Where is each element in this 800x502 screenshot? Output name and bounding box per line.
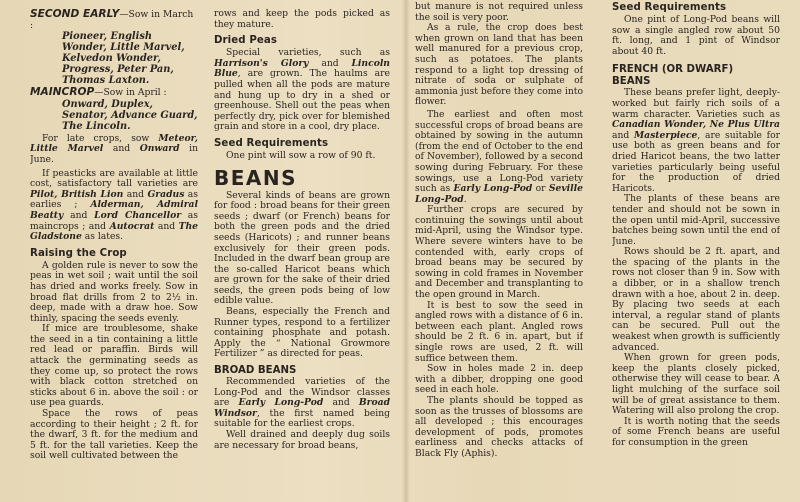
- variety-name: Masterpiece: [633, 129, 698, 141]
- text-run: and: [308, 57, 352, 69]
- french-beans-paragraph-2: The plants of these beans are tender and should not be sown in the open until mid-April, successive batches being sown until the end of June.: [612, 193, 780, 247]
- continued-text: rows and keep the pods picked as they mature.: [214, 8, 390, 30]
- maincrop-varieties: Onward, Duplex, Senator, Advance Guard, The Lincoln.: [62, 98, 198, 132]
- broad-beans-paragraph-1: [214, 377, 390, 430]
- variety-name: Lord Chancellor: [94, 209, 182, 221]
- french-beans-paragraph-1: [612, 88, 780, 194]
- dried-peas-paragraph: [214, 48, 390, 133]
- broad-beans-paragraph-5: Further crops are secured by continuing the sowings until about mid-April, using the Windsor type. Where severe winters have to be contended with, early crops of broad beans may be secured by sowing in cold frames in November and December and transplanting to the open ground in March.: [415, 204, 583, 301]
- french-beans-paragraph-5: It is worth noting that the seeds of some French beans are useful for consumption in the green: [612, 415, 780, 448]
- variety-name: Harrison's Glory: [214, 57, 309, 69]
- french-beans-heading-line-1: FRENCH (OR DWARF): [612, 64, 734, 76]
- second-early-entry: [30, 9, 198, 31]
- column-3: [415, 0, 583, 502]
- text-run: , are grown. The haulms are pulled when all the pods are mature and hung up to dry in a shed or greenhouse. Shell out the peas when perfectly dry, pick over for blemished grain and store in a cool, dry place.: [214, 68, 390, 133]
- seed-requirements-text: One pint will sow a row of 90 ft.: [226, 149, 376, 161]
- second-early-heading: SECOND EARLY: [30, 8, 120, 20]
- second-early-varieties: Pioneer, English Wonder, Little Marvel, Kelvedon Wonder, Progress, Peter Pan, Thomas Laxton.: [62, 31, 185, 87]
- raising-heading: Raising the Crop: [30, 247, 127, 259]
- variety-name: Canadian Wonder, Ne Plus Ultra: [612, 119, 780, 131]
- column-4: [612, 0, 780, 502]
- variety-name: Seville Long-Pod: [415, 183, 583, 205]
- variety-name: The Gladstone: [30, 220, 198, 243]
- broad-beans-paragraph-3: As a rule, the crop does best when grown on land that has been well manured for a previous crop, such as potatoes. The plants respond to a light top dressing of nitrate of soda or sulphate of ammonia just before they come into flower.: [415, 22, 583, 108]
- text-run: The earliest and often most successful crops of broad beans are obtained by sowing in the autumn (from the end of October to the end of November), followed by a second sowing during February. For these sowings, use a Long-Pod variety such as: [415, 108, 583, 195]
- late-crops-paragraph: [30, 134, 198, 166]
- text-run: and: [154, 220, 179, 232]
- maincrop-instruction: —Sow in April :: [94, 87, 167, 99]
- maincrop-entry: [30, 87, 198, 99]
- variety-name: Early Long-Pod: [238, 397, 324, 409]
- text-run: If peasticks are available at little cost, satisfactory tall varieties are: [30, 167, 198, 190]
- text-run: as maincrops ; and: [30, 209, 198, 232]
- broad-beans-paragraph-8: The plants should be topped as soon as the trusses of blossoms are all developed ; this encourages development of pods, promotes earliness and checks attacks of Black Fly (Aphis).: [415, 394, 583, 459]
- text-run: as lates.: [81, 231, 124, 243]
- text-run: , the first named being suitable for the earliest crops.: [214, 407, 390, 430]
- text-run: These beans prefer light, deeply-worked but fairly rich soils of a warm character. Varieties such as: [612, 87, 780, 120]
- variety-name: Broad Windsor: [214, 397, 390, 419]
- text-run: Recommended varieties of the Long-Pod and the Windsor classes are: [214, 376, 390, 409]
- maincrop-heading: MAINCROP: [30, 86, 95, 99]
- variety-name: Early Long-Pod: [453, 183, 533, 195]
- text-run: and: [63, 209, 95, 221]
- text-run: in June.: [30, 143, 198, 165]
- text-run: or: [532, 183, 549, 195]
- broad-beans-paragraph-6: It is best to sow the seed in angled rows with a distance of 6 in. between each plant. Angled rows should be 2 ft. 6 in. apart, but if single rows are used, 2 ft. will suffice between them.: [415, 299, 583, 364]
- text-run: For late crops, sow: [42, 132, 159, 144]
- text-run: as earlies ;: [30, 188, 198, 211]
- variety-name: Lincoln Blue: [214, 57, 390, 80]
- peasticks-paragraph: [30, 169, 198, 243]
- variety-name: Meteor, Little Marvel: [30, 132, 198, 155]
- french-beans-paragraph-4: When grown for green pods, keep the plants closely picked, otherwise they will cease to bear. A light mulching of the surface soil will be of great assistance to them. Watering will also prolong the crop.: [612, 352, 780, 417]
- text-run: Special varieties, such as: [226, 47, 390, 59]
- text-run: and: [123, 188, 148, 200]
- variety-name: Gradus: [147, 188, 185, 200]
- variety-name: Alderman, Admiral Beatty: [30, 199, 198, 221]
- broad-beans-heading: BROAD BEANS: [214, 365, 297, 377]
- seed-requirements-heading: Seed Requirements: [612, 2, 727, 13]
- column-1: [30, 0, 198, 502]
- variety-name: Onward: [139, 143, 180, 155]
- continued-text: but manure is not required unless the soil is very poor.: [415, 1, 583, 23]
- seed-requirements-text: One pint of Long-Pod beans will sow a single angled row about 50 ft. long, and 1 pint of Windsor about 40 ft.: [612, 14, 780, 57]
- variety-name: Pilot, British Lion: [30, 188, 124, 200]
- french-beans-paragraph-3: Rows should be 2 ft. apart, and the spacing of the plants in the rows not closer than 9 in. Sow with a dibber, or in a shallow trench drawn with a hoe, about 2 in. deep. By placing two seeds at each interval, a regular stand of plants can be secured. Pull out the weakest when growth is sufficiently advanced.: [612, 246, 780, 353]
- page-fold: [402, 0, 410, 502]
- variety-name: Autocrat: [109, 220, 155, 232]
- text-run: and: [612, 129, 634, 141]
- beans-paragraph-2: Beans, especially the French and Runner types, respond to a fertilizer containing phosphate and potash. Apply the “ National Growmore Fertilizer ” as directed for peas.: [214, 306, 390, 360]
- raising-paragraph-3: Space the rows of peas according to their height ; 2 ft. for the dwarf, 3 ft. for the medium and 5 ft. for the tall varieties. Keep the soil well cultivated between the: [30, 408, 198, 462]
- beans-paragraph-1: Several kinds of beans are grown for food : broad beans for their green seeds ; dwarf (or French) beans for both the green pods and the dried seeds (Haricots) ; and runner beans exclusively for their green pods. Included in the dwarf bean group are the so-called Haricot beans which are grown for the sake of their dried seeds, the green pods being of low edible value.: [214, 189, 390, 307]
- french-beans-heading-line-2: BEANS: [612, 76, 651, 88]
- broad-beans-paragraph-4: [415, 110, 583, 205]
- seed-requirements-heading: Seed Requirements: [214, 137, 329, 149]
- broad-beans-paragraph-2: Well drained and deeply dug soils are necessary for broad beans,: [214, 429, 390, 451]
- dried-peas-heading: Dried Peas: [214, 35, 278, 47]
- text-run: .: [463, 193, 467, 205]
- beans-heading: BEANS: [214, 165, 298, 190]
- raising-paragraph-1: A golden rule is never to sow the peas in wet soil ; wait until the soil has dried and works freely. Sow in broad flat drills from 2 to 2½ in. deep, made with a draw hoe. Sow thinly, spacing the seeds evenly.: [30, 259, 198, 324]
- text-run: and: [103, 143, 140, 155]
- column-2: [214, 0, 390, 502]
- broad-beans-paragraph-7: Sow in holes made 2 in. deep with a dibber, dropping one good seed in each hole.: [415, 363, 583, 396]
- raising-paragraph-2: If mice are troublesome, shake the seed in a tin containing a little red lead or paraffin. Birds will attack the germinating seeds as they come up, so protect the rows with black cotton stretched on sticks about 6 in. above the soil : or use pea guards.: [30, 323, 198, 409]
- text-run: and: [323, 397, 359, 409]
- second-early-instruction: —Sow in March :: [30, 9, 194, 31]
- text-run: , are suitable for use both as green beans and for dried Haricot beans, the two latter varieties particularly being useful for the production of dried Haricots.: [612, 129, 780, 194]
